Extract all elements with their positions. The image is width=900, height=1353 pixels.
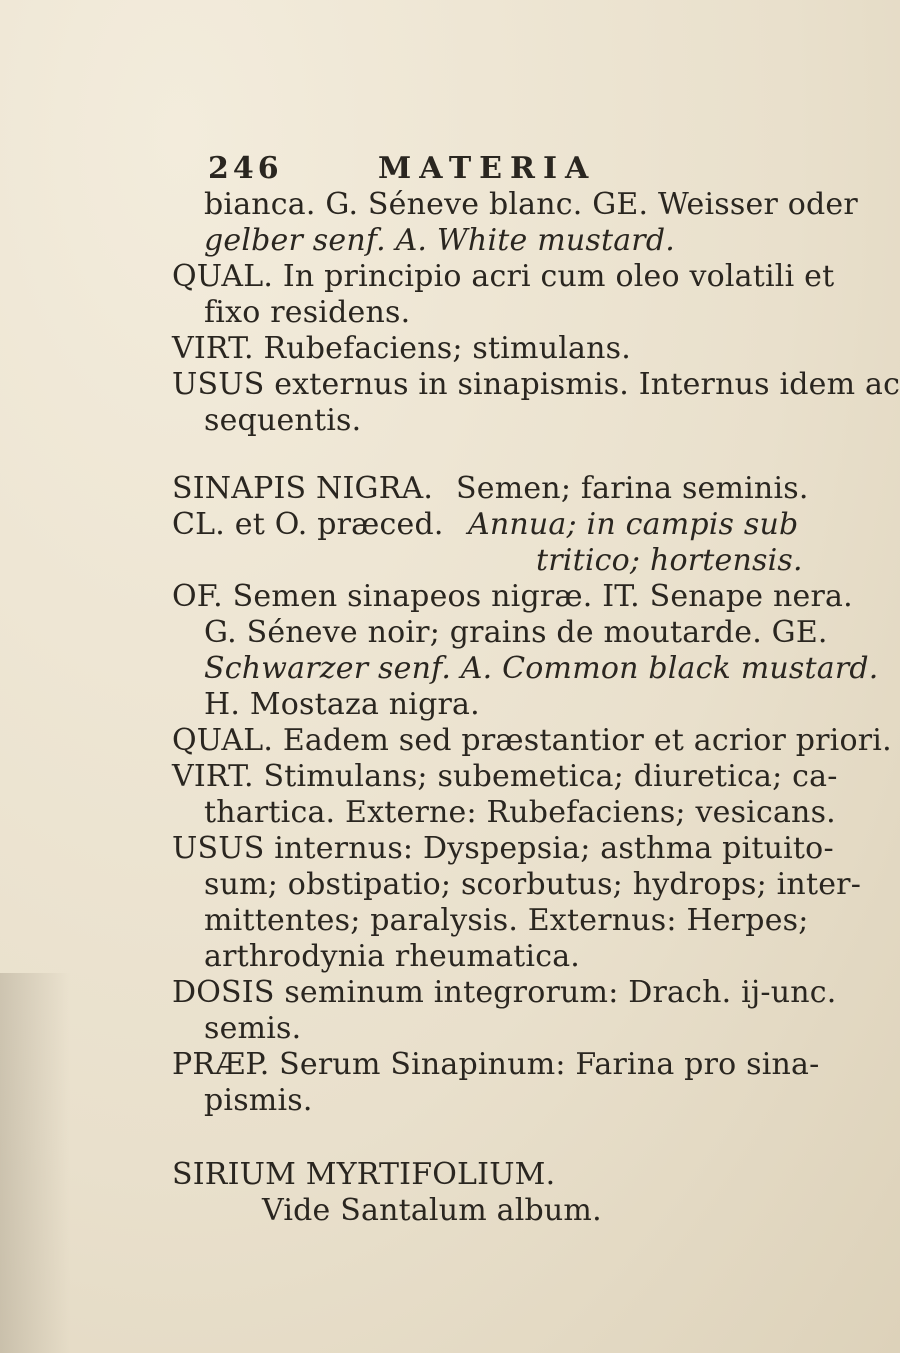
entry2-of-cont2: Schwarzer senf. A. Common black mustard. — [204, 651, 879, 686]
entry1-line2: gelber senf. A. White mustard. — [204, 223, 675, 258]
entry1-usus: USUS externus in sinapismis. Internus idem ac — [172, 367, 900, 402]
entry3-title: SIRIUM MYRTIFOLIUM. — [172, 1157, 556, 1192]
entry2-usus: USUS internus: Dyspepsia; asthma pituito- — [172, 831, 834, 866]
entry2-praep: PRÆP. Serum Sinapinum: Farina pro sina- — [172, 1047, 820, 1082]
entry2-habitat-cont: tritico; hortensis. — [536, 543, 803, 578]
entry2-virt-cont: thartica. Externe: Rubefaciens; vesicans. — [204, 795, 836, 830]
entry2-dosis-cont: semis. — [204, 1011, 302, 1046]
entry2-qual: QUAL. Eadem sed præstantior et acrior priori. — [172, 723, 892, 758]
entry2-usus-cont1: sum; obstipatio; scorbutus; hydrops; inter- — [204, 867, 862, 902]
entry3-reference: Vide Santalum album. — [262, 1193, 602, 1228]
entry1-virt: VIRT. Rubefaciens; stimulans. — [172, 331, 631, 366]
entry2-of: OF. Semen sinapeos nigræ. IT. Senape nera. — [172, 579, 853, 614]
entry1-qual: QUAL. In principio acri cum oleo volatili et — [172, 259, 835, 294]
entry2-dosis: DOSIS seminum integrorum: Drach. ij-unc. — [172, 975, 837, 1010]
entry2-of-cont1: G. Séneve noir; grains de moutarde. GE. — [204, 615, 828, 650]
entry2-praep-cont: pismis. — [204, 1083, 313, 1118]
entry2-title-right: Semen; farina seminis. — [456, 471, 809, 506]
entry2-habitat: Annua; in campis sub — [468, 507, 799, 542]
page-edge-shadow — [0, 973, 70, 1353]
page-number: 246 — [208, 151, 283, 186]
entry1-qual-cont: fixo residens. — [204, 295, 411, 330]
entry2-usus-cont3: arthrodynia rheumatica. — [204, 939, 581, 974]
entry2-of-cont3: H. Mostaza nigra. — [204, 687, 480, 722]
entry2-cl: CL. et O. præced. — [172, 507, 444, 542]
entry1-line1: bianca. G. Séneve blanc. GE. Weisser oder — [204, 187, 858, 222]
entry2-title: SINAPIS NIGRA. — [172, 471, 434, 506]
entry1-usus-cont: sequentis. — [204, 403, 362, 438]
entry2-virt: VIRT. Stimulans; subemetica; diuretica; ca- — [172, 759, 838, 794]
running-title: MATERIA — [378, 151, 597, 186]
entry2-usus-cont2: mittentes; paralysis. Externus: Herpes; — [204, 903, 809, 938]
